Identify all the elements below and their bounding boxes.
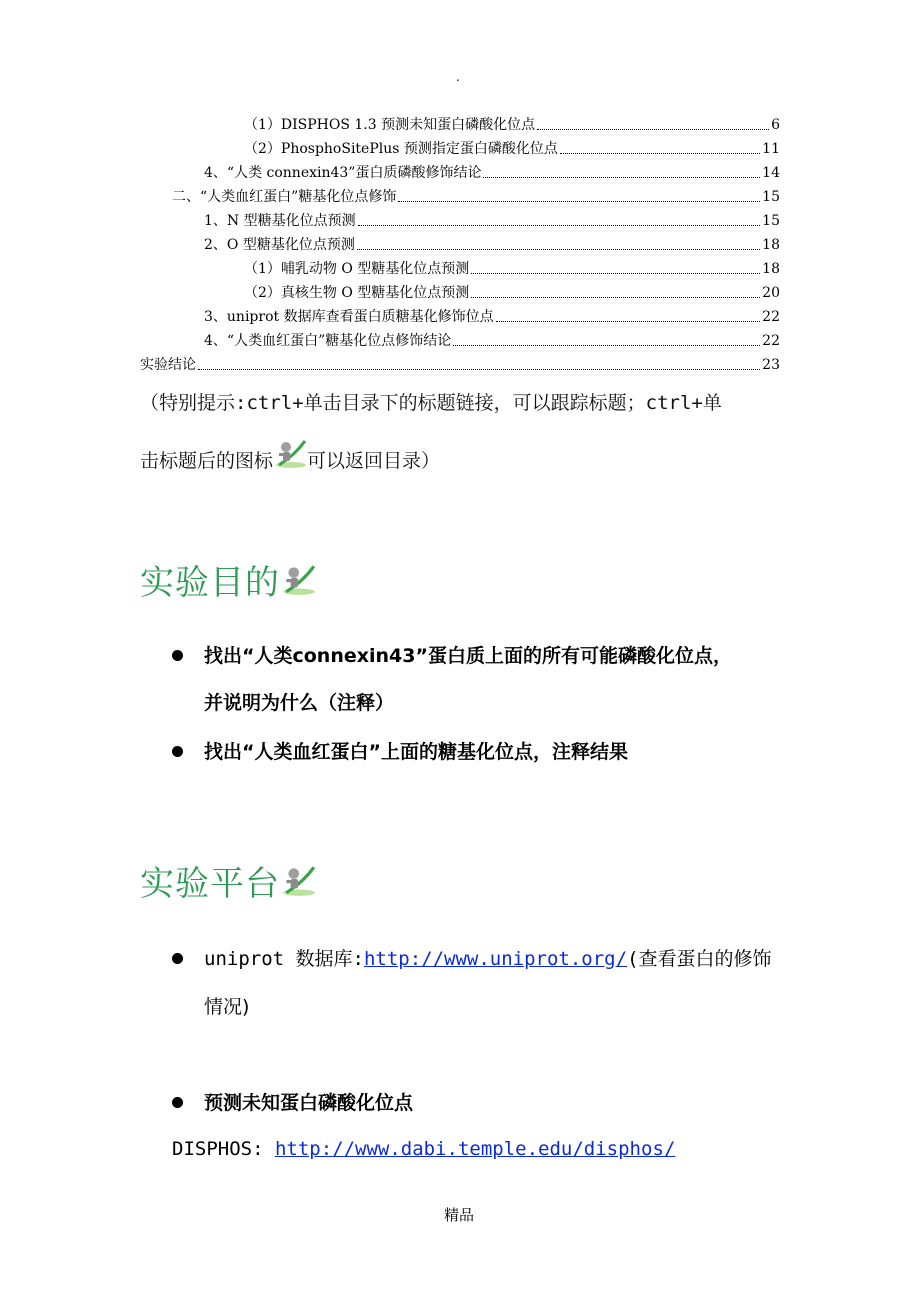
toc-item[interactable] <box>244 282 780 302</box>
toc-item[interactable] <box>204 210 780 230</box>
back-to-toc-icon[interactable] <box>280 864 316 905</box>
disphos-link[interactable]: http://www.dabi.temple.edu/disphos/ <box>274 1138 676 1160</box>
toc-item[interactable] <box>204 234 780 254</box>
bullet-dot <box>172 650 183 661</box>
uniprot-line-2: 情况) <box>204 996 250 1018</box>
hint-line-1: （特别提示:ctrl+单击目录下的标题链接，可以跟踪标题；ctrl+单 <box>140 392 722 414</box>
hint-text-b: 可以返回目录） <box>307 450 441 472</box>
header-dot: . <box>456 70 460 84</box>
purpose-item-2: 找出“人类血红蛋白”上面的糖基化位点，注释结果 <box>204 741 628 763</box>
toc-item-title[interactable]: 4、“人类血红蛋白”糖基化位点修饰结论 <box>204 333 452 349</box>
toc-item[interactable] <box>244 138 780 158</box>
purpose-item-1-cont: 并说明为什么（注释） <box>204 692 395 714</box>
uniprot-line <box>204 936 792 982</box>
list-item <box>172 680 792 726</box>
toc-item-page: 18 <box>762 237 780 253</box>
toc-leader <box>453 345 760 346</box>
toc-leader <box>398 201 760 202</box>
footer-text: 精品 <box>444 1206 475 1224</box>
toc-leader <box>483 177 760 178</box>
toc-item-page: 22 <box>762 333 780 349</box>
toc-leader <box>496 321 761 322</box>
toc-item-page: 23 <box>762 357 780 373</box>
toc-item-page: 22 <box>762 309 780 325</box>
toc-item-page: 6 <box>771 117 780 133</box>
toc-item-title[interactable]: 2、O 型糖基化位点预测 <box>204 237 355 253</box>
toc-item-title[interactable]: 二、“人类血红蛋白”糖基化位点修饰 <box>172 189 397 205</box>
back-to-toc-icon[interactable] <box>280 563 316 604</box>
list-item <box>172 729 792 775</box>
toc-item[interactable] <box>204 330 780 350</box>
bullet-dot <box>172 953 183 964</box>
toc-item-title[interactable]: （1）哺乳动物 O 型糖基化位点预测 <box>244 261 470 277</box>
toc-item-title[interactable]: （2）真核生物 O 型糖基化位点预测 <box>244 285 470 301</box>
hint-text-a: 击标题后的图标 <box>140 450 274 472</box>
toc-item[interactable] <box>244 258 780 278</box>
toc-leader <box>560 153 760 154</box>
toc-item[interactable] <box>204 306 780 326</box>
purpose-item-1: 找出“人类connexin43”蛋白质上面的所有可能磷酸化位点， <box>204 645 732 667</box>
list-item <box>172 936 792 982</box>
toc-item[interactable] <box>244 114 780 134</box>
uniprot-prefix: uniprot 数据库: <box>204 948 364 970</box>
toc-item-page: 11 <box>762 141 780 157</box>
toc-item[interactable] <box>172 186 780 206</box>
section-title-purpose <box>140 555 316 604</box>
toc-leader <box>471 273 760 274</box>
list-item <box>172 1080 792 1126</box>
disphos-prefix: DISPHOS: <box>172 1138 275 1160</box>
toc-item-title[interactable]: 4、“人类 connexin43”蛋白质磷酸修饰结论 <box>204 165 482 181</box>
bullet-dot <box>172 746 183 757</box>
toc-item-title[interactable]: （1）DISPHOS 1.3 预测未知蛋白磷酸化位点 <box>244 117 536 133</box>
section-title-platform <box>140 856 316 905</box>
purpose-title-text: 实验目的 <box>140 563 280 603</box>
toc-item-title[interactable]: 1、N 型糖基化位点预测 <box>204 213 356 229</box>
hint-line-2 <box>140 438 790 473</box>
disphos-line <box>172 1138 675 1160</box>
uniprot-link[interactable]: http://www.uniprot.org/ <box>363 948 628 970</box>
toc-item-title[interactable]: （2）PhosphoSitePlus 预测指定蛋白磷酸化位点 <box>244 141 558 157</box>
toc-item-title[interactable]: 3、uniprot 数据库查看蛋白质糖基化修饰位点 <box>204 309 494 325</box>
toc-leader <box>471 297 760 298</box>
toc-leader <box>537 129 769 130</box>
toc-item-page: 18 <box>762 261 780 277</box>
platform-title-text: 实验平台 <box>140 864 280 904</box>
toc-item-page: 15 <box>762 213 780 229</box>
toc-item-page: 20 <box>762 285 780 301</box>
toc-item-page: 15 <box>762 189 780 205</box>
predict-label: 预测未知蛋白磷酸化位点 <box>204 1092 414 1114</box>
toc-item-page: 14 <box>762 165 780 181</box>
uniprot-suffix: (查看蛋白的修饰 <box>627 948 772 970</box>
list-item <box>172 984 792 1030</box>
toc-leader <box>358 225 761 226</box>
toc-item[interactable] <box>204 162 780 182</box>
toc-item-title[interactable]: 实验结论 <box>140 357 196 373</box>
toc-leader <box>198 369 760 370</box>
list-item <box>172 633 792 679</box>
toc-item[interactable] <box>140 354 780 374</box>
bullet-dot <box>172 1097 183 1108</box>
back-to-toc-icon[interactable] <box>273 438 307 473</box>
toc-leader <box>357 249 760 250</box>
